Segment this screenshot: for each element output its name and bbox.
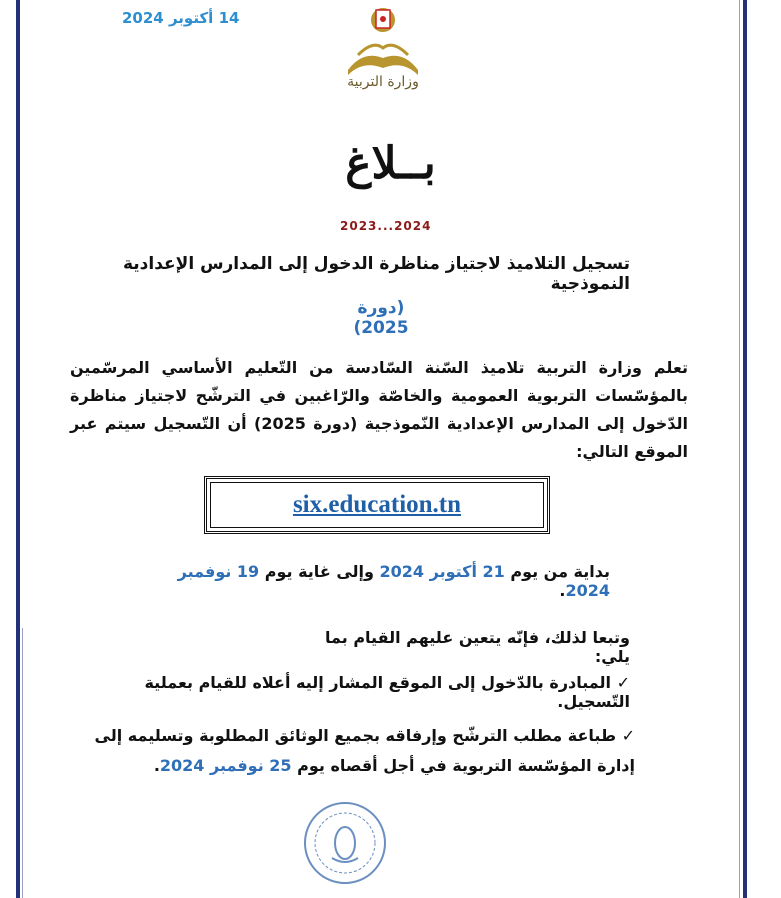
- list-item: [120, 673, 630, 711]
- frame-left-border: [16, 0, 20, 898]
- period-suffix: .: [559, 581, 566, 600]
- item1-text: المبادرة بالدّخول إلى الموقع المشار إليه أعلاه للقيام بعملية التّسجيل.: [144, 673, 630, 711]
- ornament-text: 2023...2024: [340, 219, 432, 233]
- list-item: [70, 721, 635, 781]
- period-prefix: بداية من يوم: [504, 562, 610, 581]
- subtitle: تسجيل التلاميذ لاجتياز مناظرة الدخول إلى المدارس الإعدادية النموذجية: [122, 254, 630, 294]
- session-label: (دورة 2025): [353, 298, 409, 338]
- period-start-date: 21 أكتوبر 2024: [379, 562, 505, 581]
- item2-text: طباعة مطلب الترشّح وإرفاقه بجميع الوثائق المطلوبة وتسليمه إلى إدارة المؤسّسة التربوية في أجل أقصاه يوم: [94, 726, 635, 775]
- period-middle: وإلى غاية يوم: [259, 562, 380, 581]
- frame-right-inner-border: [739, 0, 740, 898]
- website-box: [204, 476, 550, 534]
- checkmark-icon: ✓: [621, 726, 635, 745]
- ministry-name: وزارة التربية: [347, 74, 419, 90]
- item2-suffix: .: [153, 756, 160, 775]
- document-date: 14 أكتوبر 2024: [122, 9, 240, 27]
- intro-paragraph: تعلم وزارة التربية تلاميذ السّنة السّادسة من التّعليم الأساسي المرسّمين بالمؤسّسات التربوية العمومية والخاصّة والرّاغبين في الترشّح لاجتياز مناظرة الدّخول إلى المدارس الإعدادية النّموذجية (دورة 2025) أن التّسجيل سيتم عبر الموقع التالي:: [70, 358, 689, 461]
- period-end-date: 19 نوفمبر 2024: [177, 562, 610, 600]
- deadline-date: 25 نوفمبر 2024: [159, 756, 292, 775]
- frame-right-border: [743, 0, 747, 898]
- frame-left-inner-border: [22, 628, 23, 898]
- checkmark-icon: ✓: [616, 673, 630, 692]
- official-stamp-icon: [300, 798, 390, 888]
- registration-period: [160, 562, 610, 600]
- page-title: بــلاغ: [345, 138, 436, 189]
- followup-text: وتبعا لذلك، فإنّه يتعين عليهم القيام بما يلي:: [325, 628, 630, 666]
- website-link[interactable]: six.education.tn: [292, 491, 462, 518]
